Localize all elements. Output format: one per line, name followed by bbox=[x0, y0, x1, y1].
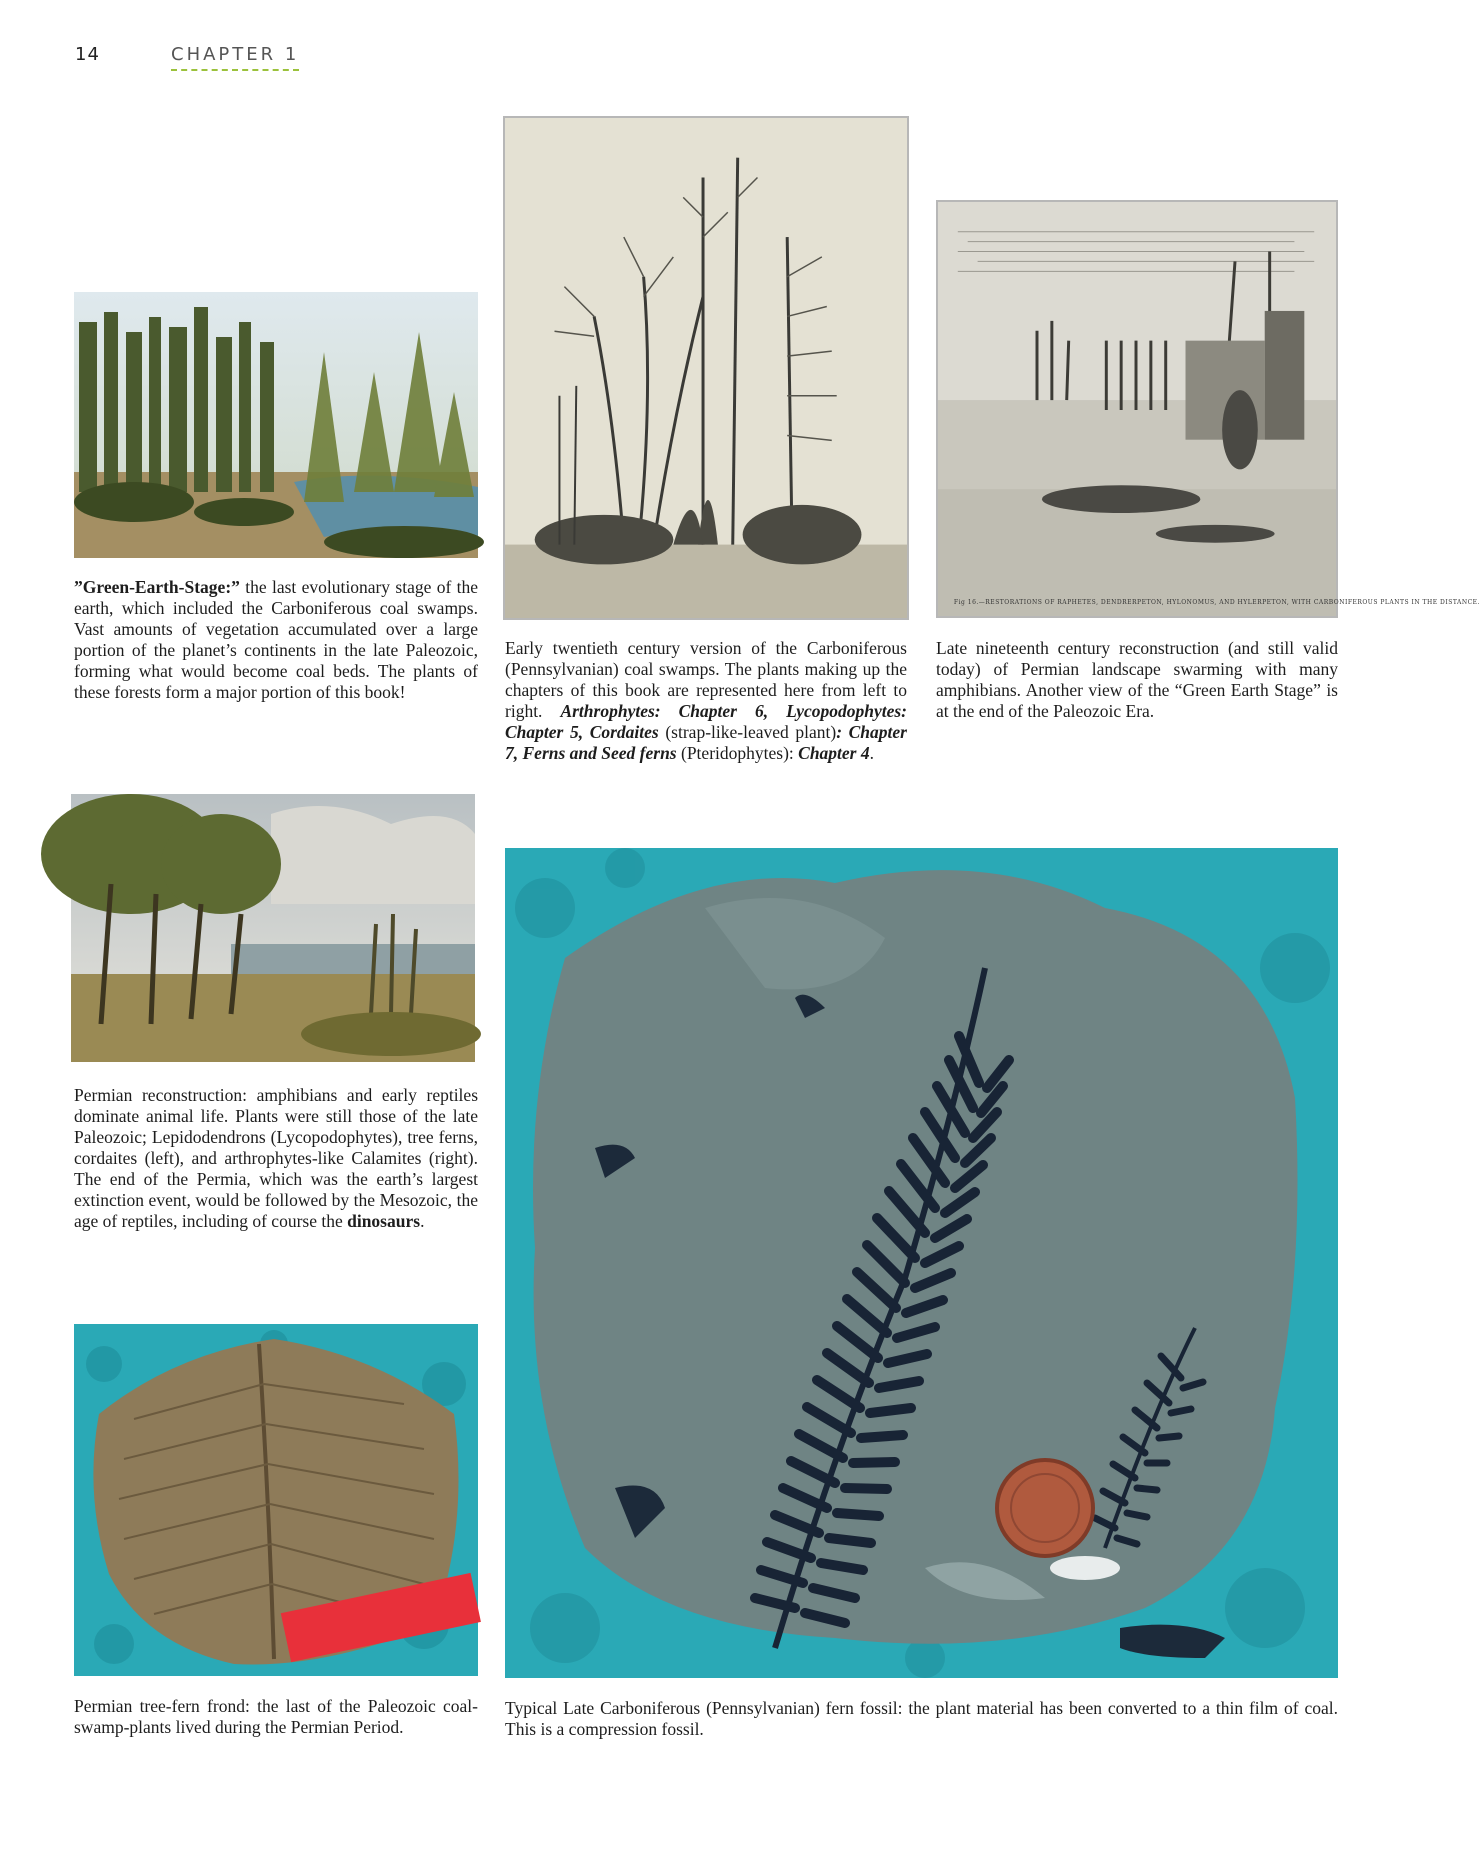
green-earth-caption-text: the last evolutionary stage of the earth, which included the Carboniferous coal swamps. Vast amounts of vegetation accumulated over a large portion of the planet’s continents in the late Paleozoic, forming what would become coal beds. The plants of these forests form a major portion of this book! bbox=[74, 577, 478, 702]
green-earth-caption bbox=[74, 577, 478, 703]
fern-fossil-caption: Typical Late Carboniferous (Pennsylvanian) fern fossil: the plant material has been converted to a thin film of coal. This is a compression fossil. bbox=[505, 1698, 1338, 1739]
twentieth-caption-b3: Chapter 4 bbox=[798, 743, 870, 763]
twentieth-century-engraving bbox=[503, 116, 909, 620]
permian-caption-text: Permian reconstruction: amphibians and early reptiles dominate animal life. Plants were still those of the late Paleozoic; Lepidodendrons (Lycopodophytes), tree ferns, cordaites (left), and arthrophytes-like Calamites (right). The end of the Permia, which was the earth’s largest extinction event, would be followed by the Mesozoic, the age of reptiles, including of course the bbox=[74, 1085, 478, 1231]
twentieth-caption-p1: Early twentieth century version of the Carboniferous (Pennsylvanian) coal swamps. The plants making up the chapters of this book are represented here from left to right. bbox=[505, 638, 907, 721]
page-number: 14 bbox=[75, 44, 100, 65]
twentieth-caption-b1: Arthrophytes: Chapter 6, Lycopodophytes: Chapter 5, Cordaites bbox=[505, 701, 907, 742]
green-earth-caption-term: ”Green-Earth-Stage:” bbox=[74, 577, 240, 597]
permian-caption-bold: dinosaurs bbox=[347, 1211, 421, 1231]
green-earth-stage-image bbox=[74, 292, 478, 558]
tree-fern-frond-photo bbox=[74, 1324, 478, 1676]
nineteenth-century-engraving bbox=[936, 200, 1480, 618]
twentieth-caption-p2: (strap-like-leaved plant) bbox=[658, 722, 837, 742]
tree-fern-frond-caption: Permian tree-fern frond: the last of the Paleozoic coal-swamp-plants lived during the Permian Period. bbox=[74, 1696, 478, 1737]
engraving-plate-caption: Fig 16.—RESTORATIONS OF RAPHETES, DENDRERPETON, HYLONOMUS, AND HYLERPETON, WITH CARBONIFEROUS PLANTS IN THE DISTANCE. bbox=[953, 599, 1480, 606]
twentieth-caption-p3: (Pteridophytes): bbox=[676, 743, 799, 763]
twentieth-century-caption bbox=[505, 638, 907, 764]
permian-reconstruction-image bbox=[71, 794, 475, 1062]
nineteenth-century-caption: Late nineteenth century reconstruction (and still valid today) of Permian landscape swarming with many amphibians. Another view of the “Green Earth Stage” is at the end of the Paleozoic Era. bbox=[936, 638, 1338, 721]
chapter-label: CHAPTER 1 bbox=[171, 44, 299, 71]
permian-reconstruction-caption bbox=[74, 1085, 478, 1232]
permian-caption-end: . bbox=[420, 1211, 425, 1231]
twentieth-caption-p4: . bbox=[869, 743, 874, 763]
twentieth-caption-b2: : Chapter 7, Ferns and Seed ferns bbox=[505, 722, 907, 763]
fern-fossil-photo bbox=[505, 848, 1338, 1678]
